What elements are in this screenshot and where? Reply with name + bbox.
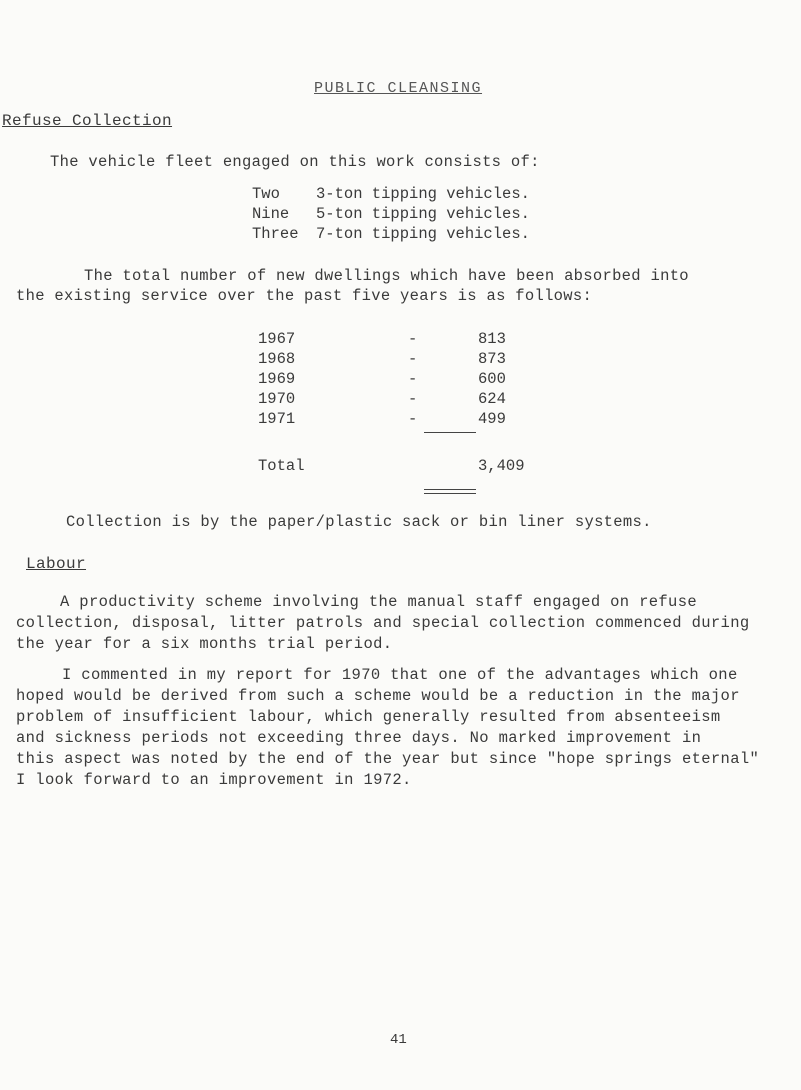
total-value: 3,409 [478, 457, 525, 475]
year: 1971 [258, 410, 296, 428]
year: 1969 [258, 370, 296, 388]
subtotal-rule [424, 432, 476, 433]
year-row [258, 370, 506, 388]
vehicle-row [252, 185, 530, 203]
vehicle-qty: Two [252, 185, 280, 203]
dwelling-count: 624 [478, 390, 506, 408]
year-row [258, 410, 506, 428]
separator: - [408, 410, 418, 428]
text-line: A productivity scheme involving the manual staff engaged on refuse [60, 593, 697, 611]
total-double-rule-top [424, 489, 476, 490]
separator: - [408, 390, 418, 408]
page-number: 41 [390, 1032, 407, 1048]
labour-heading: Labour [26, 555, 87, 573]
page-title: PUBLIC CLEANSING [314, 80, 483, 97]
fleet-intro: The vehicle fleet engaged on this work consists of: [50, 153, 540, 171]
vehicle-qty: Nine [252, 205, 290, 223]
refuse-collection-heading: Refuse Collection [2, 112, 173, 130]
vehicle-desc: 7-ton tipping vehicles. [316, 225, 530, 243]
year: 1970 [258, 390, 296, 408]
labour-paragraph-2 [16, 665, 759, 791]
total-double-rule-bottom [424, 493, 476, 494]
dwelling-count: 813 [478, 330, 506, 348]
labour-paragraph-1 [16, 592, 750, 655]
dwellings-text-line1: The total number of new dwellings which have been absorbed into [84, 267, 689, 285]
year-row [258, 390, 506, 408]
text-line: hoped would be derived from such a scheme would be a reduction in the major [16, 687, 740, 705]
vehicle-qty: Three [252, 225, 299, 243]
year: 1967 [258, 330, 296, 348]
dwelling-count: 499 [478, 410, 506, 428]
dwelling-count: 600 [478, 370, 506, 388]
separator: - [408, 350, 418, 368]
separator: - [408, 370, 418, 388]
vehicle-row [252, 205, 530, 223]
separator: - [408, 330, 418, 348]
collection-note: Collection is by the paper/plastic sack or bin liner systems. [66, 513, 652, 531]
total-row [258, 457, 525, 475]
text-line: I look forward to an improvement in 1972. [16, 771, 412, 789]
vehicle-desc: 5-ton tipping vehicles. [316, 205, 530, 223]
dwellings-text-line2: the existing service over the past five years is as follows: [16, 287, 593, 305]
year-row [258, 350, 506, 368]
text-line: and sickness periods not exceeding three days. No marked improvement in [16, 729, 702, 747]
text-line: problem of insufficient labour, which generally resulted from absenteeism [16, 708, 721, 726]
text-line: collection, disposal, litter patrols and special collection commenced during [16, 614, 750, 632]
text-line: I commented in my report for 1970 that one of the advantages which one [62, 666, 738, 684]
dwelling-count: 873 [478, 350, 506, 368]
year: 1968 [258, 350, 296, 368]
text-line: this aspect was noted by the end of the year but since "hope springs eternal" [16, 750, 760, 768]
total-label: Total [258, 457, 305, 475]
text-line: the year for a six months trial period. [16, 635, 393, 653]
vehicle-desc: 3-ton tipping vehicles. [316, 185, 530, 203]
vehicle-row [252, 225, 530, 243]
year-row [258, 330, 506, 348]
